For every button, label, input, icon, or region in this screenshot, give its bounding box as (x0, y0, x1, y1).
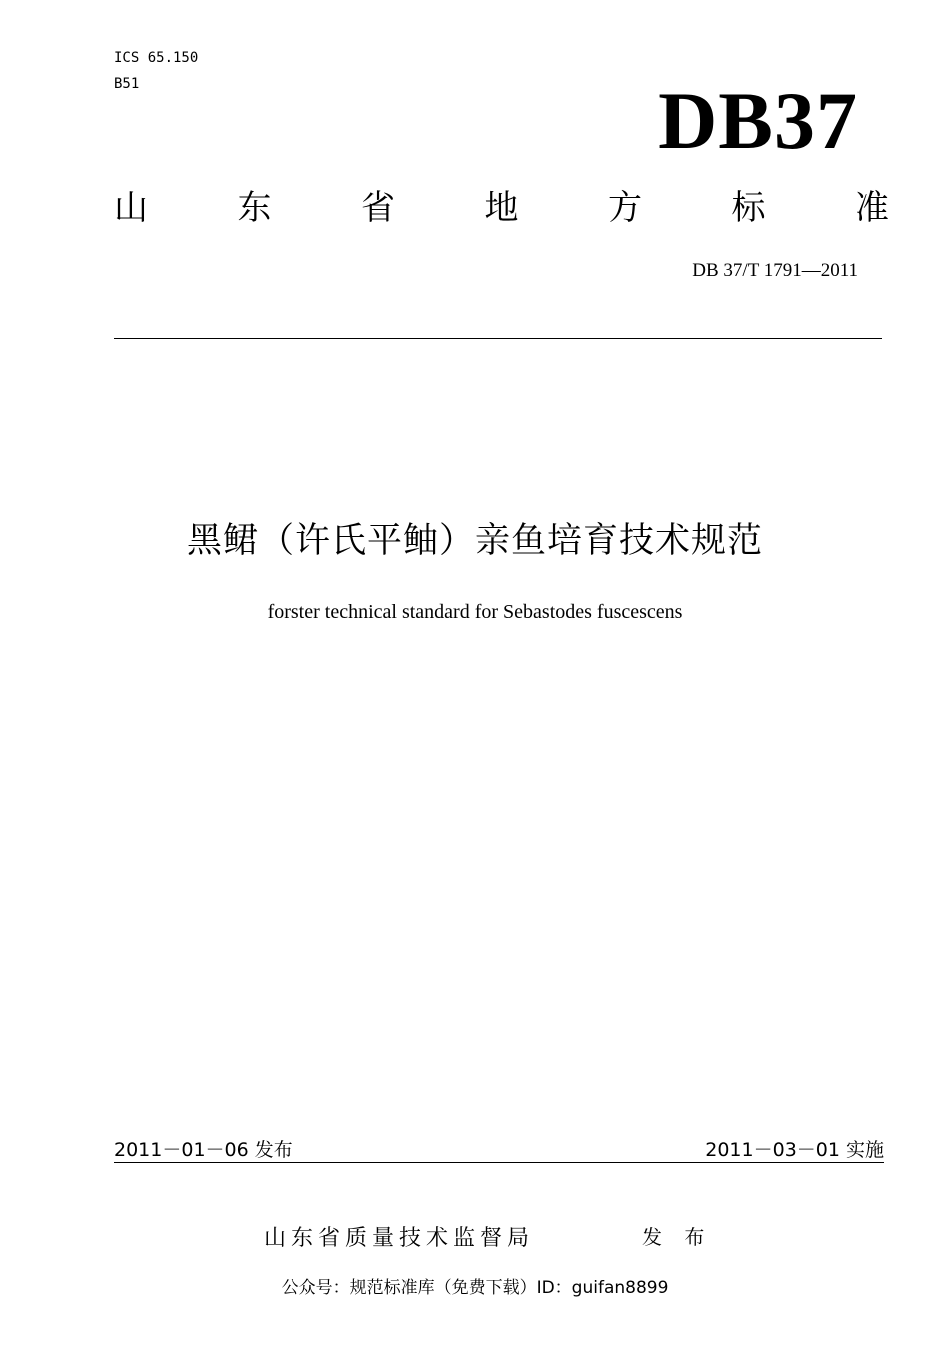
ics-code: ICS 65.150 (114, 50, 199, 66)
standard-type-char: 方 (608, 188, 642, 228)
document-title-english: forster technical standard for Sebastodes fuscescens (267, 601, 683, 623)
standard-type (114, 186, 889, 230)
ccs-code: B51 (114, 76, 140, 92)
standard-type-char: 省 (361, 188, 395, 228)
title-chinese-text: 黑鲪（许氏平鲉）亲鱼培育技术规范 (186, 521, 763, 561)
standard-type-char: 地 (484, 188, 519, 228)
footer-divider (114, 1162, 884, 1163)
standard-type-char: 山 (114, 188, 148, 228)
standard-type-char: 标 (731, 188, 766, 228)
standard-type-char: 东 (237, 188, 272, 228)
header-divider (114, 338, 882, 339)
issuing-authority: 山东省质量技术监督局 (264, 1226, 535, 1251)
document-title-chinese (0, 518, 950, 564)
standard-code: DB 37/T 1791—2011 (692, 260, 858, 281)
implementation-date: 2011－03－01 实施 (705, 1139, 884, 1161)
db-logo: DB37 (658, 75, 858, 166)
issue-date: 2011－01－06 发布 (114, 1139, 293, 1161)
issued-label: 发 布 (642, 1225, 713, 1249)
watermark-text: 公众号：规范标准库（免费下载）ID：guifan8899 (281, 1278, 669, 1298)
standard-type-char: 准 (855, 188, 889, 228)
